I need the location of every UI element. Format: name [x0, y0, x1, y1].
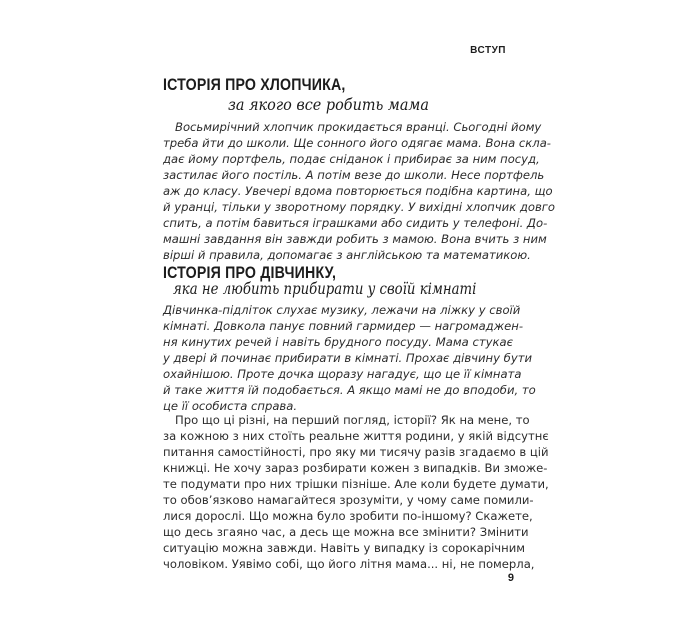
main-text-line: книжці. Не хочу зараз розбирати кожен з випадків. Ви зможе- — [163, 461, 548, 475]
story-1-text — [163, 119, 555, 263]
story-2-line: це її особиста справа. — [163, 399, 298, 413]
main-text-line: те подумати про них трішки пізніше. Але коли будете думати, — [163, 477, 549, 491]
main-text-line: то обов’язково намагайтеся зрозуміти, у чому саме помили- — [163, 493, 534, 507]
main-text-line: питання самостійності, про яку ми тисячу разів згадаємо в цій — [163, 445, 549, 459]
story-1-line: дає йому портфель, подає сніданок і прибирає за ним посуд, — [163, 152, 540, 166]
main-text-line: чоловіком. Уявімо собі, що його літня мама... ні, не померла, — [163, 557, 535, 571]
main-text-line: що десь згаяно час, а десь ще можна все змінити? Змінити — [163, 525, 529, 539]
running-head: ВСТУП — [470, 45, 506, 56]
story-1-title: ІСТОРІЯ ПРО ХЛОПЧИКА, — [163, 76, 346, 94]
story-1-line: Восьмирічний хлопчик прокидається вранці. Сьогодні йому — [175, 120, 542, 134]
main-text-line: ситуацію можна завжди. Навіть у випадку із сорокарічним — [163, 541, 526, 555]
story-2-text — [163, 302, 536, 414]
story-1-line: машні завдання він завжди робить з мамою. Вона вчить з ним — [163, 232, 547, 246]
main-text-line: лися дорослі. Що можна було зробити по-іншому? Скажете, — [163, 509, 533, 523]
story-2-line: й таке життя їй подобається. А якщо мамі не до вподоби, то — [163, 383, 536, 397]
story-2-line: ня кинутих речей і навіть брудного посуду. Мама стукає — [163, 335, 513, 349]
main-text — [163, 412, 549, 572]
story-2-subtitle: яка не любить прибирати у своїй кімнаті — [173, 279, 477, 298]
story-2-line: охайнішою. Проте дочка щоразу нагадує, що це її кімната — [163, 367, 522, 381]
story-1-line: аж до класу. Увечері вдома повторюється подібна картина, що — [163, 184, 553, 198]
story-1-subtitle: за якого все робить мама — [228, 95, 429, 114]
story-2-title: ІСТОРІЯ ПРО ДІВЧИНКУ, — [163, 264, 337, 282]
story-1-line: вірші й правила, допомагає з англійською та математикою. — [163, 248, 531, 262]
story-1-line: спить, а потім бавиться іграшками або сидить у телефоні. До- — [163, 216, 548, 230]
story-1-line: треба йти до школи. Ще сонного його одягає мама. Вона скла- — [163, 136, 551, 150]
story-1-line: застилає його постіль. А потім везе до школи. Несе портфель — [163, 168, 545, 182]
story-2-line: кімнаті. Довкола панує повний гармидер — нагромаджен- — [163, 319, 524, 333]
main-text-line: Про що ці різні, на перший погляд, історії? Як на мене, то — [175, 413, 530, 427]
story-2-line: Дівчинка-підліток слухає музику, лежачи на ліжку у своїй — [163, 303, 521, 317]
main-text-line: за кожною з них стоїть реальне життя родини, у якій відсутнє — [163, 429, 549, 443]
story-2-line: у двері й починає прибирати в кімнаті. Прохає дівчину бути — [163, 351, 532, 365]
story-1-line: й уранці, тільки у зворотному порядку. У вихідні хлопчик довго — [163, 200, 555, 214]
page-number: 9 — [507, 572, 514, 584]
